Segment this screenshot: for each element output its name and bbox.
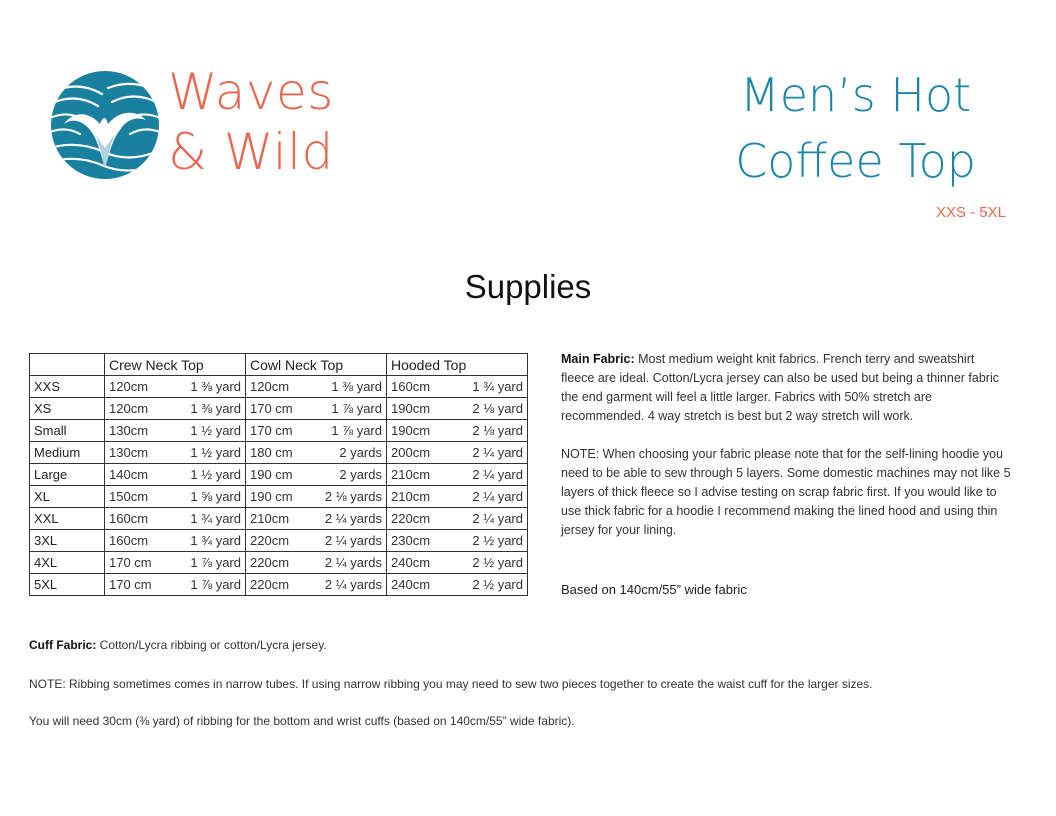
cowl-yard-cell: 2 ¼ yards (314, 552, 387, 574)
ribbing-note: NOTE: Ribbing sometimes comes in narrow tubes. If using narrow ribbing you may need to sew two pieces together to create the waist cuff for the larger sizes. (29, 677, 873, 691)
cowl-cm-cell: 210cm (246, 508, 315, 530)
table-header-size (30, 354, 105, 376)
cowl-yard-cell: 1 ⅜ yard (314, 376, 387, 398)
cowl-yard-cell: 2 ¼ yards (314, 508, 387, 530)
hood-yard-cell: 2 ¼ yard (455, 442, 528, 464)
cowl-cm-cell: 220cm (246, 552, 315, 574)
hood-cm-cell: 230cm (387, 530, 456, 552)
table-header-cowl: Cowl Neck Top (246, 354, 387, 376)
size-cell: 3XL (30, 530, 105, 552)
cowl-yard-cell: 2 yards (314, 442, 387, 464)
cuff-fabric-label: Cuff Fabric: (29, 638, 97, 652)
cowl-cm-cell: 180 cm (246, 442, 315, 464)
crew-cm-cell: 130cm (105, 442, 174, 464)
size-cell: 5XL (30, 574, 105, 596)
hood-cm-cell: 210cm (387, 464, 456, 486)
hood-yard-cell: 2 ¼ yard (455, 508, 528, 530)
main-fabric-notes (561, 350, 1011, 559)
table-row (30, 508, 528, 530)
table-row (30, 464, 528, 486)
size-range: XXS - 5XL (935, 204, 1006, 221)
table-row (30, 398, 528, 420)
brand-name-line1: Waves (168, 63, 334, 121)
table-header-row (30, 354, 528, 376)
crew-yard-cell: 1 ½ yard (173, 420, 246, 442)
cowl-cm-cell: 190 cm (246, 486, 315, 508)
crew-yard-cell: 1 ½ yard (173, 442, 246, 464)
hood-yard-cell: 2 ⅛ yard (455, 420, 528, 442)
hood-yard-cell: 2 ¼ yard (455, 486, 528, 508)
brand-logo (50, 70, 160, 180)
pattern-title-line2: Coffee Top (735, 134, 976, 188)
table-header-crew: Crew Neck Top (105, 354, 246, 376)
size-cell: XXL (30, 508, 105, 530)
crew-cm-cell: 130cm (105, 420, 174, 442)
main-fabric-text: Most medium weight knit fabrics. French terry and sweatshirt fleece are ideal. Cotton/Lycra jersey can also be used but being a thinner fabric the end garment will feel a little larger. Fabrics with 50% stretch are recommended. 4 way stretch is best but 2 way stretch will work. (561, 352, 999, 423)
table-row (30, 376, 528, 398)
crew-cm-cell: 160cm (105, 530, 174, 552)
hood-yard-cell: 2 ⅛ yard (455, 398, 528, 420)
cowl-cm-cell: 120cm (246, 376, 315, 398)
size-cell: XS (30, 398, 105, 420)
crew-yard-cell: 1 ⅞ yard (173, 574, 246, 596)
hood-yard-cell: 1 ¾ yard (455, 376, 528, 398)
pattern-title-line1: Men’s Hot (740, 68, 972, 122)
hood-yard-cell: 2 ½ yard (455, 574, 528, 596)
crew-yard-cell: 1 ½ yard (173, 464, 246, 486)
crew-cm-cell: 120cm (105, 376, 174, 398)
size-cell: Large (30, 464, 105, 486)
fabric-basis: Based on 140cm/55” wide fabric (561, 582, 747, 597)
cowl-yard-cell: 2 ¼ yards (314, 530, 387, 552)
brand-name (168, 62, 334, 182)
cowl-yard-cell: 1 ⅞ yard (314, 398, 387, 420)
size-cell: Medium (30, 442, 105, 464)
table-row (30, 530, 528, 552)
section-heading: Supplies (464, 268, 592, 305)
crew-yard-cell: 1 ¾ yard (173, 530, 246, 552)
cowl-yard-cell: 2 ¼ yards (314, 574, 387, 596)
cowl-cm-cell: 170 cm (246, 398, 315, 420)
size-cell: XXS (30, 376, 105, 398)
cowl-yard-cell: 2 yards (314, 464, 387, 486)
crew-yard-cell: 1 ⅝ yard (173, 486, 246, 508)
hood-cm-cell: 160cm (387, 376, 456, 398)
cuff-fabric-text: Cotton/Lycra ribbing or cotton/Lycra jersey. (96, 638, 327, 652)
hood-cm-cell: 210cm (387, 486, 456, 508)
table-body (30, 376, 528, 596)
hood-cm-cell: 220cm (387, 508, 456, 530)
crew-yard-cell: 1 ⅜ yard (173, 398, 246, 420)
crew-cm-cell: 160cm (105, 508, 174, 530)
crew-cm-cell: 170 cm (105, 574, 174, 596)
table-row (30, 552, 528, 574)
table-row (30, 442, 528, 464)
pattern-title (735, 62, 976, 194)
crew-yard-cell: 1 ¾ yard (173, 508, 246, 530)
brand-name-line2: & Wild (168, 123, 334, 181)
crew-cm-cell: 170 cm (105, 552, 174, 574)
hood-cm-cell: 190cm (387, 398, 456, 420)
fabric-requirements-table (29, 353, 528, 596)
crew-cm-cell: 120cm (105, 398, 174, 420)
cowl-cm-cell: 170 cm (246, 420, 315, 442)
cowl-yard-cell: 2 ⅛ yards (314, 486, 387, 508)
hood-cm-cell: 240cm (387, 552, 456, 574)
table-row (30, 486, 528, 508)
size-cell: XL (30, 486, 105, 508)
size-cell: Small (30, 420, 105, 442)
crew-cm-cell: 140cm (105, 464, 174, 486)
cowl-cm-cell: 220cm (246, 574, 315, 596)
cowl-yard-cell: 1 ⅞ yard (314, 420, 387, 442)
lining-note: NOTE: When choosing your fabric please note that for the self-lining hoodie you need to be able to sew through 5 layers. Some domestic machines may not like 5 layers of thick fleece so I advise testing on scrap fabric first. If you would like to use thick fabric for a hoodie I recommend making the lined hood and using thin jersey for your lining. (561, 447, 1011, 537)
hood-cm-cell: 200cm (387, 442, 456, 464)
main-fabric-label: Main Fabric: (561, 352, 635, 366)
crew-cm-cell: 150cm (105, 486, 174, 508)
hood-cm-cell: 240cm (387, 574, 456, 596)
cowl-cm-cell: 190 cm (246, 464, 315, 486)
hood-yard-cell: 2 ½ yard (455, 552, 528, 574)
hood-yard-cell: 2 ¼ yard (455, 464, 528, 486)
ribbing-amount: You will need 30cm (⅜ yard) of ribbing for the bottom and wrist cuffs (based on 140cm/55” wide fabric). (29, 714, 575, 728)
table-header-hood: Hooded Top (387, 354, 528, 376)
size-cell: 4XL (30, 552, 105, 574)
cowl-cm-cell: 220cm (246, 530, 315, 552)
table-row (30, 574, 528, 596)
table-row (30, 420, 528, 442)
cuff-fabric-line (29, 638, 327, 652)
crew-yard-cell: 1 ⅞ yard (173, 552, 246, 574)
hood-cm-cell: 190cm (387, 420, 456, 442)
whale-tail-waves-icon (50, 70, 160, 180)
crew-yard-cell: 1 ⅜ yard (173, 376, 246, 398)
main-fabric-paragraph (561, 350, 1011, 426)
hood-yard-cell: 2 ½ yard (455, 530, 528, 552)
